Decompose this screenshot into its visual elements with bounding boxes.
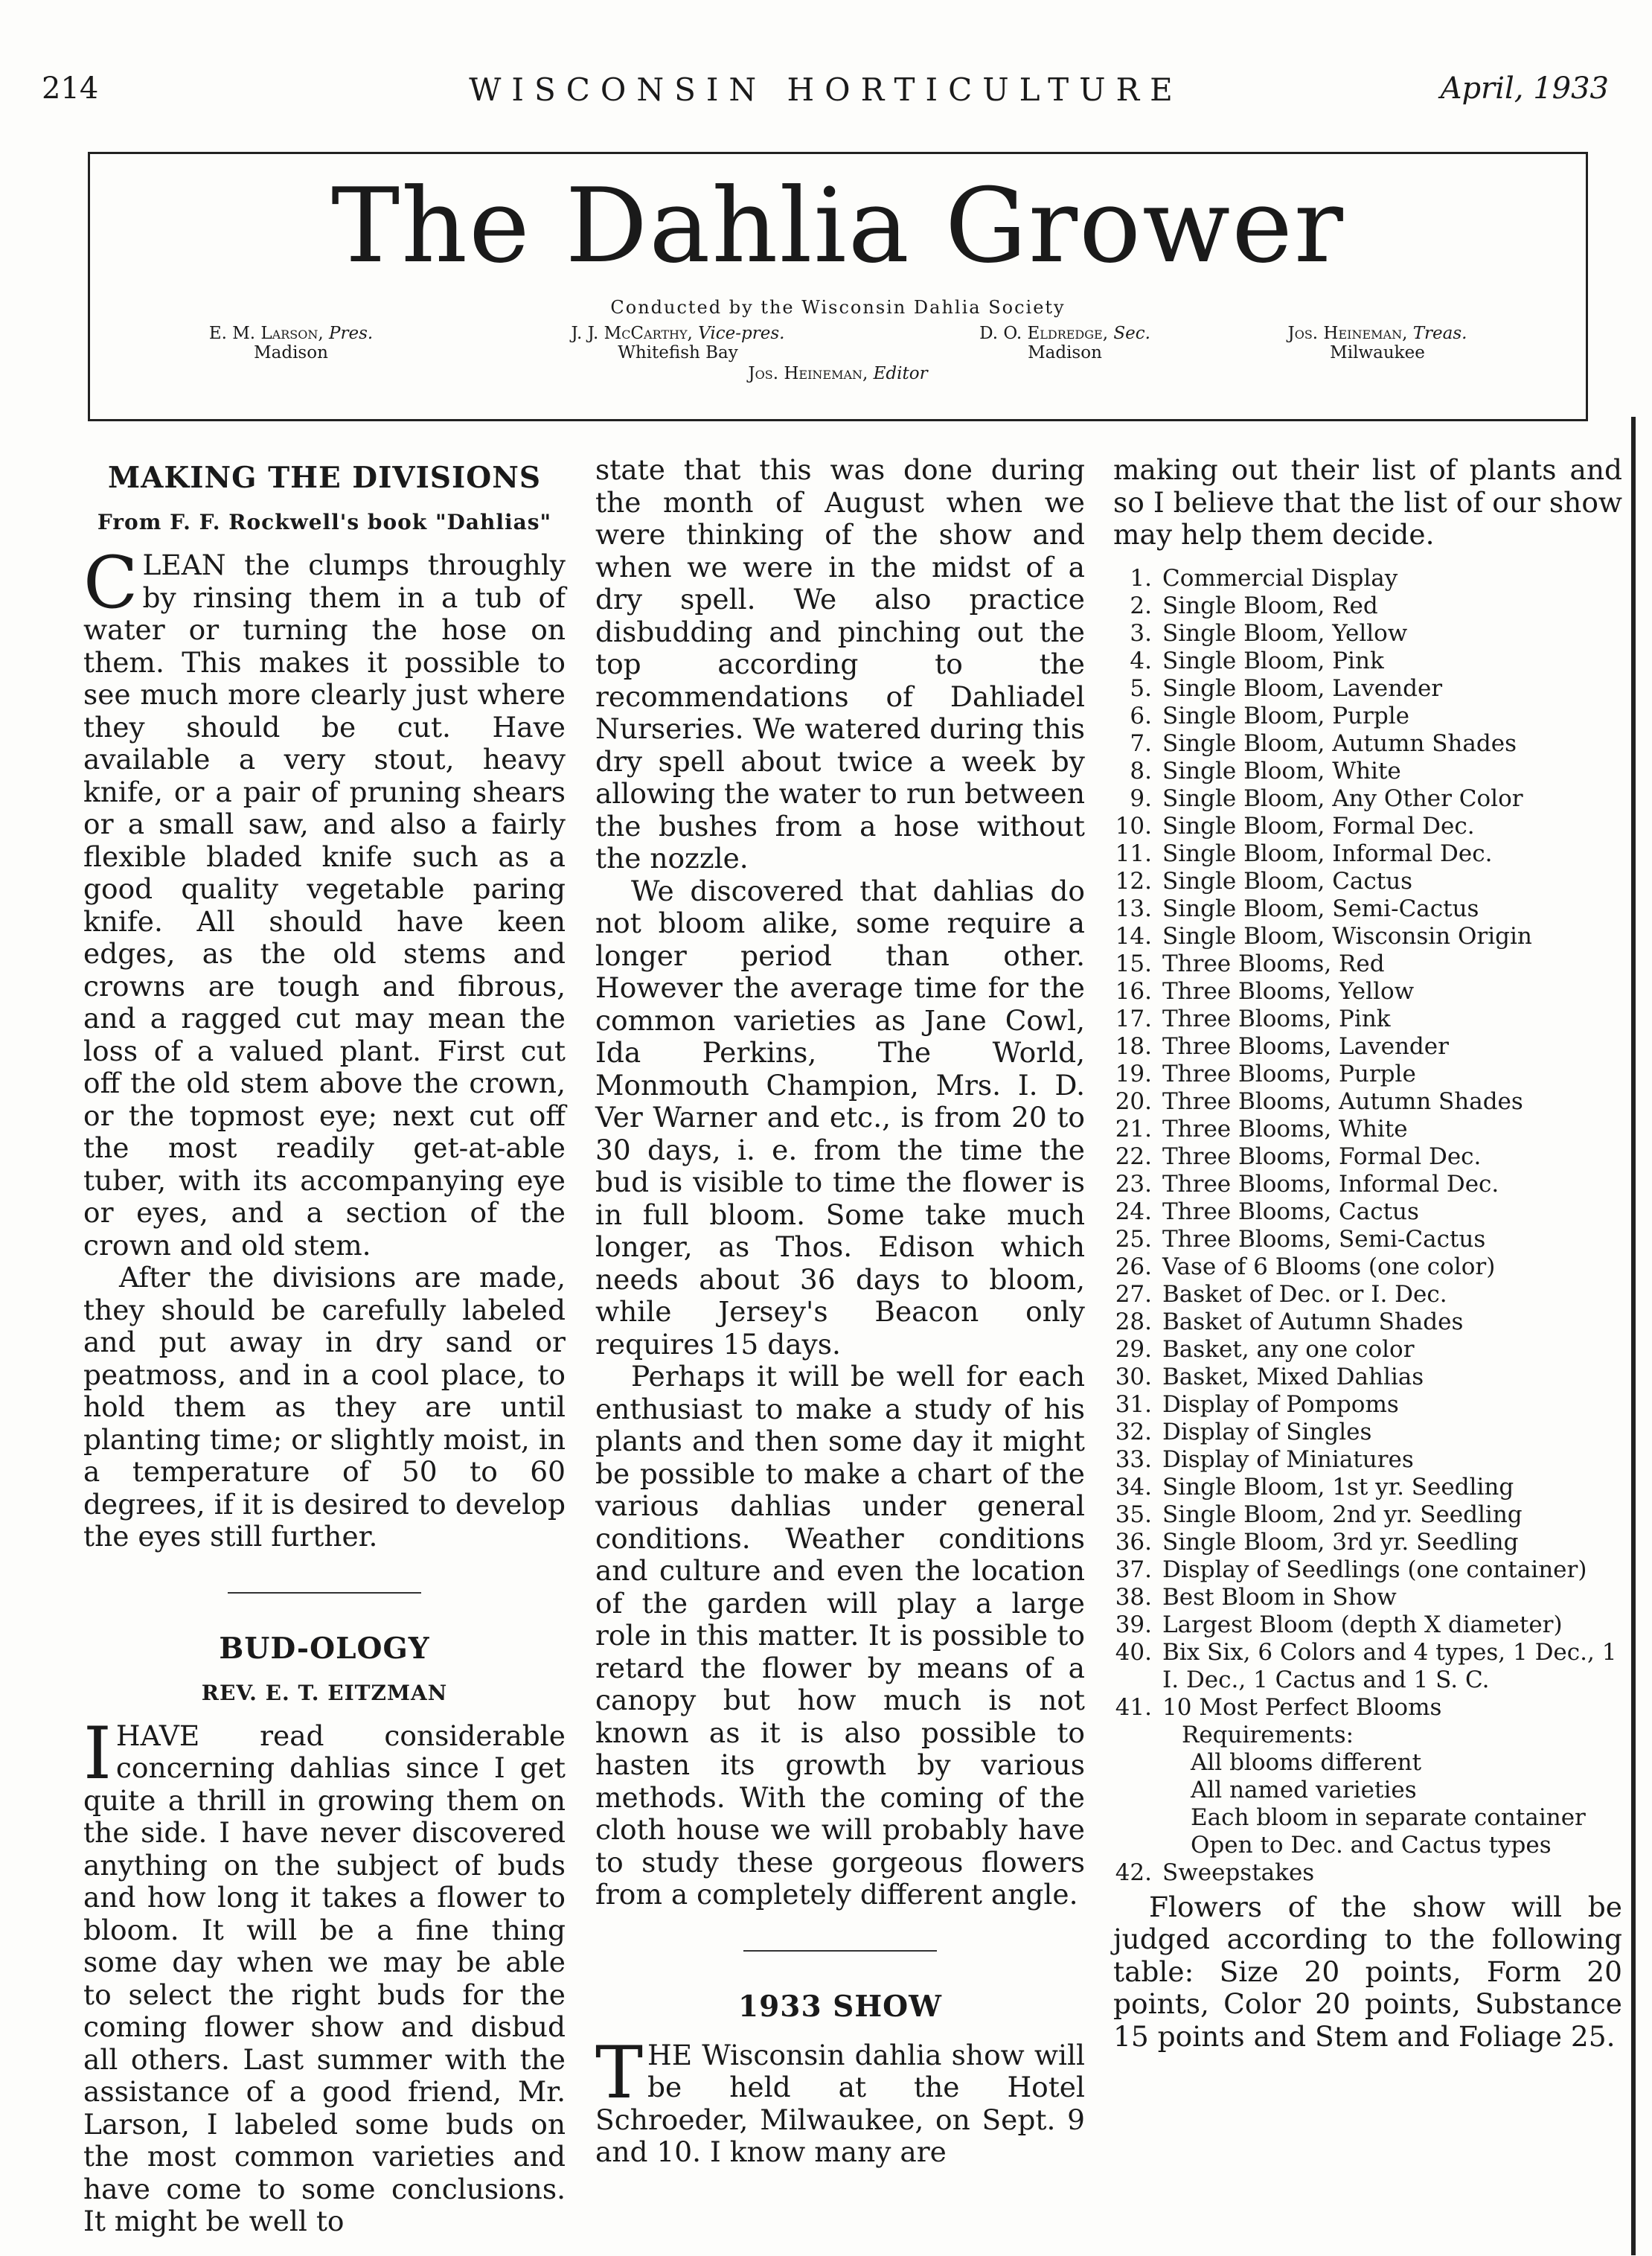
show-class-text: Display of Miniatures	[1162, 1445, 1414, 1473]
show-class-item	[1113, 620, 1622, 648]
issue-date: April, 1933	[1440, 71, 1609, 106]
show-class-item	[1113, 978, 1622, 1006]
article-heading-1933-show: 1933 SHOW	[738, 1989, 942, 2024]
show-class-number: 17.	[1115, 1005, 1152, 1032]
show-class-item	[1113, 1474, 1622, 1501]
article-heading-making-divisions: MAKING THE DIVISIONS	[107, 461, 542, 495]
article-author: REV. E. T. EITZMAN	[201, 1680, 448, 1705]
section-divider	[743, 1950, 937, 1952]
show-class-item	[1113, 1253, 1622, 1281]
show-class-number: 12.	[1115, 867, 1152, 895]
officer-city: Milwaukee	[1330, 343, 1425, 362]
show-class-number: 35.	[1115, 1501, 1152, 1528]
show-class-number: 13.	[1115, 895, 1152, 922]
article-paragraph	[595, 2030, 1085, 2169]
show-class-text: Three Blooms, Purple	[1162, 1060, 1416, 1087]
show-class-text: Three Blooms, Informal Dec.	[1162, 1170, 1499, 1198]
show-class-number: 27.	[1115, 1280, 1152, 1308]
paragraph-text: LEAN the clumps throughly by rinsing them in a tub of water or turning the hose on them. This makes it possible to see much more clearly just where they should be cut. Have available a very stout, heavy knife, or a pair of pruning shears or a small saw, and also a fairly flexible bladed knife such as a good quality vegetable paring knife. All should have keen edges, as the old stems and crowns are tough and fibrous, and a ragged cut may mean the loss of a valued plant. First cut off the old stem above the crown, or the topmost eye; next cut off the most readily get-at-able tuber, with its accompanying eye or eyes, and a section of the crown and old stem.	[83, 549, 566, 1262]
drop-cap: I	[83, 1711, 112, 1795]
show-class-item	[1113, 1226, 1622, 1253]
editor-line	[90, 364, 1586, 383]
show-class-text: Commercial Display	[1162, 564, 1398, 592]
show-class-item	[1113, 840, 1622, 868]
show-class-number: 7.	[1130, 729, 1152, 757]
show-class-text: Single Bloom, Autumn Shades	[1162, 729, 1517, 757]
show-class-text: Single Bloom, Wisconsin Origin	[1162, 922, 1532, 950]
show-class-item	[1113, 1171, 1622, 1198]
section-divider	[228, 1592, 421, 1594]
show-class-text: Three Blooms, Semi-Cactus	[1162, 1225, 1486, 1253]
officer-role: Treas.	[1412, 324, 1467, 343]
show-class-item	[1113, 785, 1622, 813]
show-class-text: Single Bloom, Formal Dec.	[1162, 812, 1475, 840]
show-class-item	[1113, 1694, 1622, 1859]
show-class-text: Display of Singles	[1162, 1418, 1372, 1445]
show-class-item	[1113, 565, 1622, 592]
show-class-number: 6.	[1130, 702, 1152, 729]
drop-cap: T	[595, 2030, 644, 2115]
show-class-number: 23.	[1115, 1170, 1152, 1198]
paragraph-text: HAVE read considerable concerning dahlias since I get quite a thrill in growing them on the side. I have never discovered anything on the subject of buds and how long it takes a flower to bloom. It will be a fine thing some day when we may be able to select the right buds for the coming flower show and disbud all others. Last summer with the assistance of a good friend, Mr. Larson, I labeled some buds on the most common varieties and have come to some conclusions. It might be well to	[83, 1719, 566, 2237]
show-class-number: 25.	[1115, 1225, 1152, 1253]
show-class-item	[1113, 1336, 1622, 1364]
show-class-text: Single Bloom, White	[1162, 757, 1401, 785]
article-paragraph: After the divisions are made, they should be carefully labeled and put away in dry sand or peatmoss, and in a cool place, to hold them as they are until planting time; or slightly moist, in a temperature of 50 to 60 degrees, if it is desired to develop the eyes still further.	[83, 1261, 566, 1553]
show-class-number: 24.	[1115, 1198, 1152, 1225]
show-class-number: 40.	[1115, 1638, 1152, 1666]
show-class-number: 5.	[1130, 674, 1152, 702]
show-class-text: 10 Most Perfect Blooms	[1162, 1693, 1442, 1721]
show-class-item	[1113, 950, 1622, 978]
officer-role: Pres.	[328, 324, 374, 343]
show-class-text: Sweepstakes	[1162, 1859, 1315, 1886]
show-class-item	[1113, 675, 1622, 703]
show-class-item	[1113, 1143, 1622, 1171]
requirement-item: All named varieties	[1191, 1776, 1417, 1803]
show-class-text: Single Bloom, Lavender	[1162, 674, 1443, 702]
article-paragraph: state that this was done during the month of August when we were thinking of the show and when we were in the midst of a dry spell. We also practice disbudding and pinching out the top according to the recommendations of Dahliadel Nurseries. We watered during this dry spell about twice a week by allowing the water to run between the bushes from a hose without the nozzle.	[595, 453, 1085, 875]
show-class-item	[1113, 1088, 1622, 1116]
show-class-number: 34.	[1115, 1473, 1152, 1501]
masthead-title: The Dahlia Grower	[331, 166, 1345, 286]
show-class-list	[1113, 565, 1622, 1887]
officer-city: Madison	[254, 343, 328, 362]
column-3	[1113, 454, 1622, 2053]
show-class-number: 10.	[1115, 812, 1152, 840]
officer-vice-president	[522, 324, 834, 362]
show-class-text: Single Bloom, Yellow	[1162, 619, 1408, 647]
show-class-item	[1113, 1033, 1622, 1061]
show-class-item	[1113, 1556, 1622, 1584]
drop-cap: C	[83, 541, 138, 624]
show-class-item	[1113, 1501, 1622, 1529]
show-class-text: Bix Six, 6 Colors and 4 types, 1 Dec., 1 I. Dec., 1 Cactus and 1 S. C.	[1162, 1638, 1617, 1693]
show-class-item	[1113, 1198, 1622, 1226]
show-class-text: Display of Seedlings (one container)	[1162, 1556, 1587, 1583]
show-class-item	[1113, 1446, 1622, 1474]
show-class-number: 36.	[1115, 1528, 1152, 1556]
show-class-item	[1113, 1061, 1622, 1088]
officer-city: Madison	[1028, 343, 1102, 362]
requirement-item: Open to Dec. and Cactus types	[1191, 1831, 1552, 1859]
show-class-text: Three Blooms, Yellow	[1162, 977, 1415, 1005]
show-class-item	[1113, 592, 1622, 620]
show-class-number: 18.	[1115, 1032, 1152, 1060]
show-class-text: Vase of 6 Blooms (one color)	[1162, 1253, 1496, 1280]
show-class-number: 11.	[1115, 840, 1152, 867]
show-class-item	[1113, 1529, 1622, 1556]
show-class-number: 30.	[1115, 1363, 1152, 1390]
show-class-number: 15.	[1115, 950, 1152, 977]
article-paragraph: We discovered that dahlias do not bloom alike, some require a longer period than other. However the average time for the common varieties as Jane Cowl, Ida Perkins, The World, Monmouth Champion, Mrs. I. D. Ver Warner and etc., is from 20 to 30 days, i. e. from the time the bud is visible to time the flower is in full bloom. Some take much longer, as Thos. Edison which needs about 36 days to bloom, while Jersey's Beacon only requires 15 days.	[595, 874, 1085, 1361]
officer-president	[187, 324, 395, 362]
page-edge-rule	[1631, 417, 1636, 2255]
show-class-text: Three Blooms, Cactus	[1162, 1198, 1419, 1225]
show-class-item	[1113, 1611, 1622, 1639]
show-class-item	[1113, 1281, 1622, 1308]
show-class-text: Single Bloom, Purple	[1162, 702, 1409, 729]
show-class-number: 28.	[1115, 1308, 1152, 1335]
show-class-text: Single Bloom, 2nd yr. Seedling	[1162, 1501, 1523, 1528]
requirement-item: Each bloom in separate container	[1191, 1803, 1586, 1831]
article-paragraph: Perhaps it will be well for each enthusiast to make a study of his plants and then some day it might be possible to make a chart of the various dahlias under general conditions. Weather conditions and culture and even the location of the garden will play a large role in this matter. It is possible to retard the flower by means of a canopy but how much is not known as it is also possible to hasten its growth by various methods. With the coming of the cloth house we will probably have to study these gorgeous flowers from a completely different angle.	[595, 1360, 1085, 1911]
show-class-number: 42.	[1115, 1859, 1152, 1886]
show-class-number: 39.	[1115, 1611, 1152, 1638]
officer-name: E. M. Larson,	[208, 324, 324, 343]
show-class-text: Single Bloom, Semi-Cactus	[1162, 895, 1479, 922]
officer-name: J. J. McCarthy,	[571, 324, 693, 343]
officer-name: Jos. Heineman,	[1287, 324, 1408, 343]
column-1	[83, 454, 566, 2238]
show-class-text: Largest Bloom (depth X diameter)	[1162, 1611, 1563, 1638]
masthead	[88, 152, 1588, 421]
officer-role: Sec.	[1113, 324, 1150, 343]
article-paragraph	[83, 541, 566, 1262]
show-class-item	[1113, 758, 1622, 785]
show-class-text: Best Bloom in Show	[1162, 1583, 1397, 1611]
show-class-item	[1113, 1116, 1622, 1143]
show-class-number: 14.	[1115, 922, 1152, 950]
show-class-number: 16.	[1115, 977, 1152, 1005]
requirements-label: Requirements:	[1182, 1721, 1354, 1748]
journal-title: WISCONSIN HORTICULTURE	[469, 71, 1183, 108]
show-class-text: Single Bloom, Cactus	[1162, 867, 1413, 895]
officer-role: Vice-pres.	[698, 324, 785, 343]
paragraph-text: HE Wisconsin dahlia show will be held at the Hotel Schroeder, Milwaukee, on Sept. 9 and 10. I know many are	[595, 2038, 1085, 2168]
show-class-item	[1113, 895, 1622, 923]
show-class-number: 9.	[1130, 785, 1152, 812]
show-class-text: Display of Pompoms	[1162, 1390, 1399, 1418]
show-class-item	[1113, 1391, 1622, 1419]
officer-secretary	[931, 324, 1199, 362]
officer-city: Whitefish Bay	[618, 343, 738, 362]
show-class-number: 2.	[1130, 592, 1152, 619]
show-class-item	[1113, 1419, 1622, 1446]
show-class-number: 8.	[1130, 757, 1152, 785]
show-class-number: 19.	[1115, 1060, 1152, 1087]
show-class-number: 3.	[1130, 619, 1152, 647]
editor-name: Jos. Heineman,	[748, 364, 868, 383]
show-class-item	[1113, 1584, 1622, 1611]
conducted-by: Conducted by the Wisconsin Dahlia Society	[610, 297, 1066, 318]
show-class-text: Single Bloom, Red	[1162, 592, 1378, 619]
show-class-number: 37.	[1115, 1556, 1152, 1583]
show-class-item	[1113, 730, 1622, 758]
show-class-text: Single Bloom, Informal Dec.	[1162, 840, 1493, 867]
show-class-item	[1113, 703, 1622, 730]
show-class-text: Single Bloom, Any Other Color	[1162, 785, 1523, 812]
page-number: 214	[42, 71, 99, 106]
show-class-text: Three Blooms, Autumn Shades	[1162, 1087, 1523, 1115]
show-class-text: Single Bloom, 3rd yr. Seedling	[1162, 1528, 1519, 1556]
requirement-item: All blooms different	[1191, 1748, 1422, 1776]
show-class-text: Single Bloom, Pink	[1162, 647, 1384, 674]
show-class-text: Three Blooms, Lavender	[1162, 1032, 1449, 1060]
article-paragraph: making out their list of plants and so I believe that the list of our show may help them decide.	[1113, 453, 1622, 551]
show-class-item	[1113, 1308, 1622, 1336]
show-class-item	[1113, 1364, 1622, 1391]
show-class-number: 1.	[1130, 564, 1152, 592]
article-paragraph: Flowers of the show will be judged according to the following table: Size 20 points, Form 20 points, Color 20 points, Substance 15 points and Stem and Foliage 25.	[1113, 1890, 1622, 2053]
show-class-number: 22.	[1115, 1143, 1152, 1170]
show-class-number: 26.	[1115, 1253, 1152, 1280]
column-2	[595, 454, 1085, 2169]
show-class-number: 41.	[1115, 1693, 1152, 1721]
show-class-item	[1113, 923, 1622, 950]
show-class-text: Three Blooms, Red	[1162, 950, 1385, 977]
editor-role: Editor	[873, 364, 928, 383]
article-source: From F. F. Rockwell's book "Dahlias"	[97, 510, 552, 534]
show-class-text: Three Blooms, White	[1162, 1115, 1408, 1143]
show-class-text: Three Blooms, Formal Dec.	[1162, 1143, 1482, 1170]
officer-name: D. O. Eldredge,	[979, 324, 1109, 343]
show-class-item	[1113, 1006, 1622, 1033]
show-class-number: 38.	[1115, 1583, 1152, 1611]
show-class-number: 32.	[1115, 1418, 1152, 1445]
show-class-number: 21.	[1115, 1115, 1152, 1143]
article-heading-bud-ology: BUD-OLOGY	[219, 1631, 430, 1666]
show-class-number: 4.	[1130, 647, 1152, 674]
show-class-item	[1113, 1859, 1622, 1887]
show-class-number: 20.	[1115, 1087, 1152, 1115]
show-class-number: 33.	[1115, 1445, 1152, 1473]
show-class-item	[1113, 648, 1622, 675]
show-class-text: Single Bloom, 1st yr. Seedling	[1162, 1473, 1514, 1501]
officer-treasurer	[1258, 324, 1496, 362]
show-class-number: 31.	[1115, 1390, 1152, 1418]
show-class-item	[1113, 1639, 1622, 1694]
show-class-text: Basket of Autumn Shades	[1162, 1308, 1464, 1335]
show-class-text: Basket of Dec. or I. Dec.	[1162, 1280, 1447, 1308]
article-paragraph	[83, 1711, 566, 2238]
show-class-item	[1113, 868, 1622, 895]
show-class-text: Basket, Mixed Dahlias	[1162, 1363, 1424, 1390]
show-class-item	[1113, 813, 1622, 840]
show-class-text: Basket, any one color	[1162, 1335, 1415, 1363]
show-class-text: Three Blooms, Pink	[1162, 1005, 1391, 1032]
show-class-number: 29.	[1115, 1335, 1152, 1363]
